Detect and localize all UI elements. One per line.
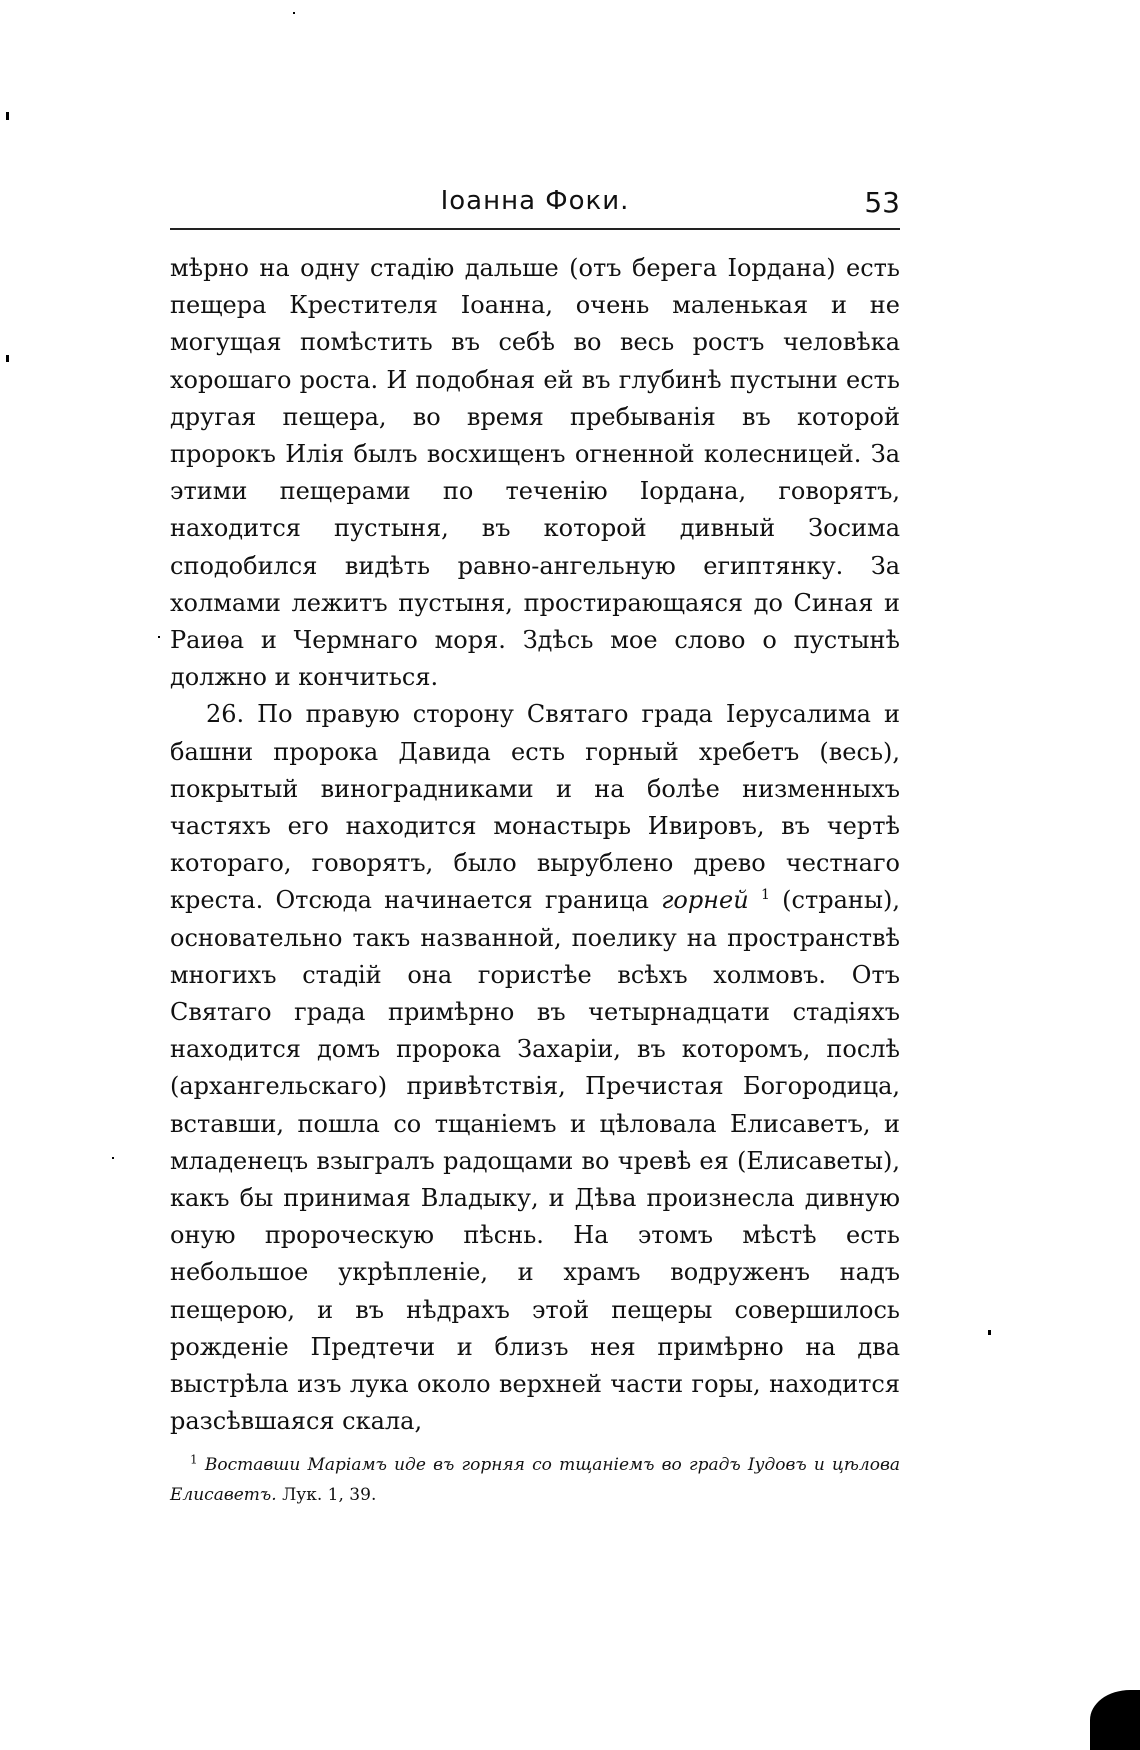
scan-speck [6,355,9,362]
running-head [170,180,900,230]
paragraph-2-text-start: 26. По правую сторону Святаго града Іерусалима и башни пророка Давида есть горный хребетъ (весь), покрытый виноградниками и на болѣе низменныхъ частяхъ его находится монастырь Ивировъ, въ чертѣ котораго, говорятъ, было вырублено древо честнаго креста. Отсюда начинается граница [170,700,900,915]
page-number: 53 [864,186,900,219]
footnote-quote: Воставши Маріамъ иде въ горняя со тщаніемъ во градъ Іудовъ и цѣлова Елисаветъ. [170,1455,900,1505]
italic-term: горней [661,886,749,915]
footnote-marker: 1 [190,1452,198,1467]
paragraph-1: мѣрно на одну стадію дальше (отъ берега Іордана) есть пещера Крестителя Іоанна, очень маленькая и не могущая помѣстить въ себѣ во весь ростъ человѣка хорошаго роста. И подобная ей въ глубинѣ пустыни есть другая пещера, во время пребыванія въ которой пророкъ Илія былъ восхищенъ огненной колесницей. За этими пещерами по теченію Іордана, говорятъ, находится пустыня, въ которой дивный Зосима сподобился видѣть равно-ангельную египтянку. За холмами лежитъ пустыня, простирающаяся до Синая и Раиѳа и Чермнаго моря. Здѣсь мое слово о пустынѣ должно и кончиться. [170,254,900,692]
footnote-1 [170,1450,900,1510]
body-text [170,250,900,1441]
running-title: Іоанна Фоки. [440,186,630,216]
scan-speck [158,636,160,638]
scan-speck [6,112,9,120]
footnotes [170,1450,900,1510]
paragraph-2 [170,696,900,1440]
footnote-source: Лук. 1, 39. [282,1485,377,1505]
paragraph-2-text-end: (страны), основательно такъ названной, поелику на пространствѣ многихъ стадій она гористѣе всѣхъ холмовъ. Отъ Святаго града примѣрно въ четырнадцати стадіяхъ находится домъ пророка Захаріи, въ которомъ, послѣ (архангельскаго) привѣтствія, Пречистая Богородица, вставши, пошла со тщаніемъ и цѣловала Елисаветъ, и младенецъ взыгралъ радощами во чревѣ ея (Елисаветы), какъ бы принимая Владыку, и Дѣва произнесла дивную оную пророческую пѣснь. На этомъ мѣстѣ есть небольшое укрѣпленіе, и храмъ водруженъ надъ пещерою, и въ нѣдрахъ этой пещеры совершилось рожденіе Предтечи и близъ нея примѣрно на два выстрѣла изъ лука около верхней части горы, находится разсѣвшаяся скала, [170,886,900,1436]
footnote-reference: 1 [760,887,770,904]
thumb-shadow [1090,1690,1140,1750]
scan-speck [112,1157,114,1159]
scan-speck [988,1330,991,1335]
scan-speck [293,12,295,14]
page [170,180,900,1441]
